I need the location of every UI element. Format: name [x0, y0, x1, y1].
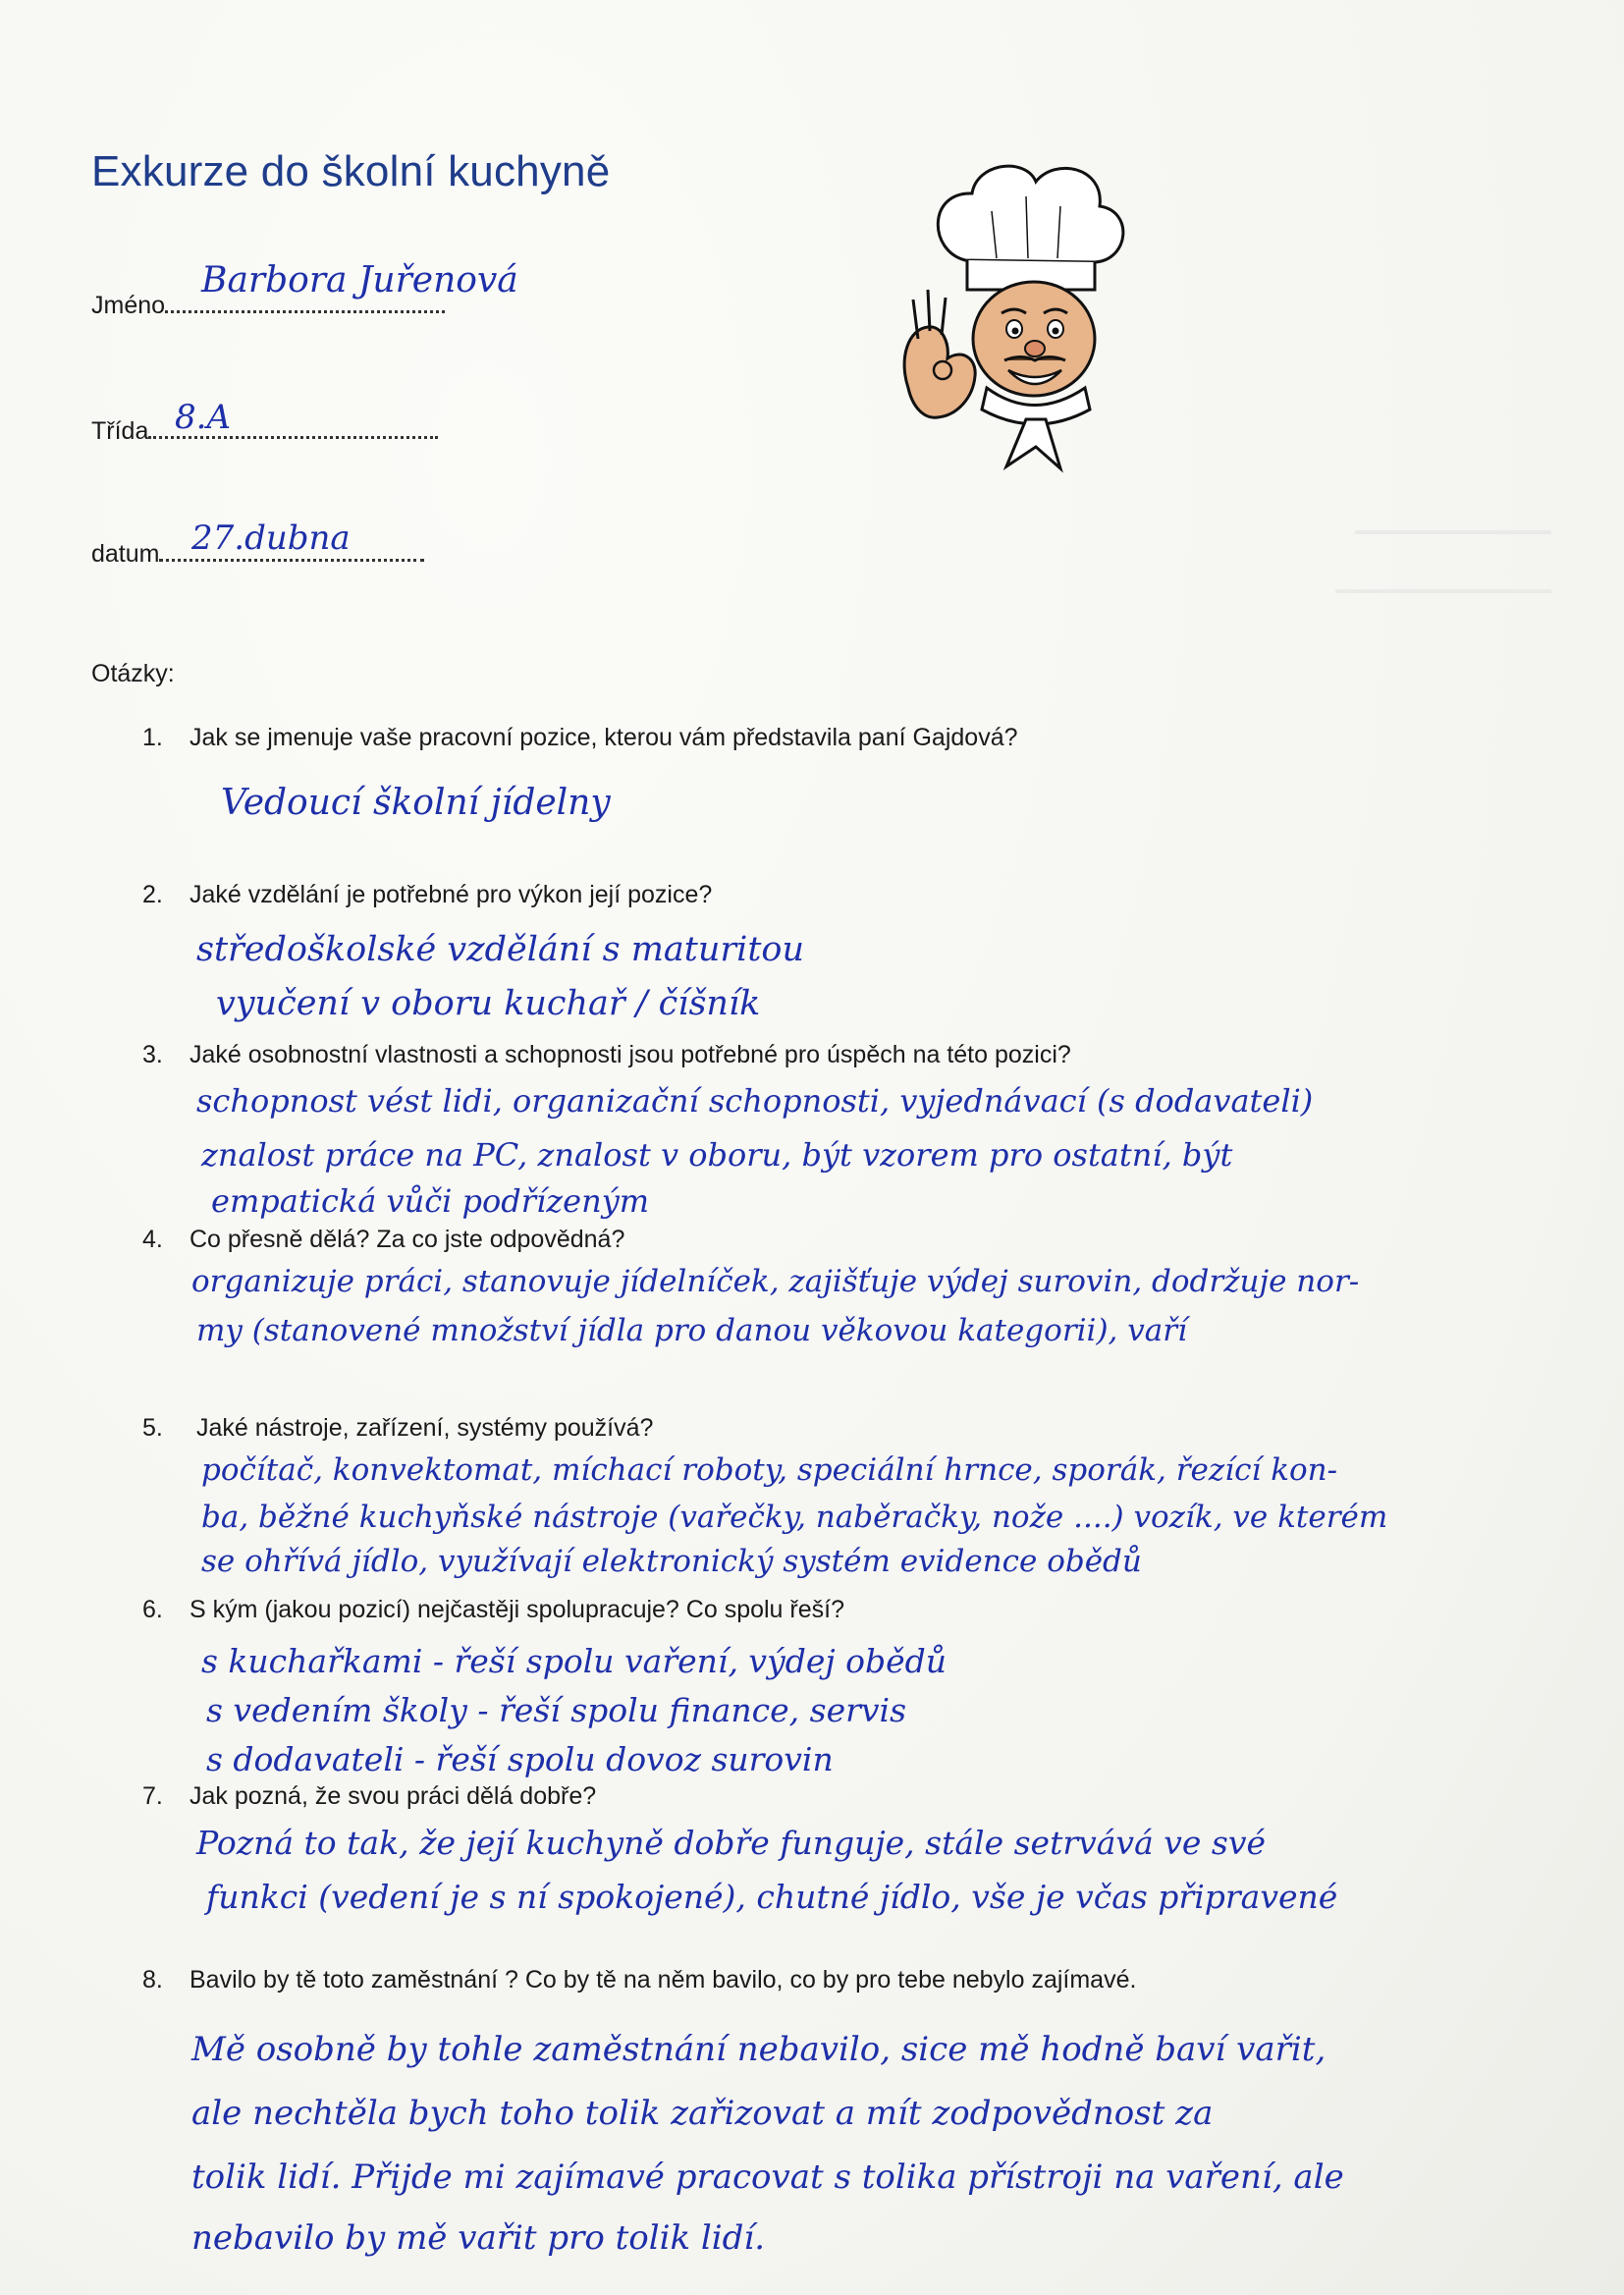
answer-line: empatická vůči podřízeným	[211, 1182, 650, 1220]
question-text: Jaké nástroje, zařízení, systémy používá?	[189, 1414, 654, 1442]
answer-line: ba, běžné kuchyňské nástroje (vařečky, naběračky, nože ....) vozík, ve kterém	[201, 1500, 1388, 1535]
answer-line: znalost práce na PC, znalost v oboru, být vzorem pro ostatní, být	[201, 1136, 1233, 1174]
answer-line: ale nechtěla bych toho tolik zařizovat a mít zodpovědnost za	[191, 2094, 1214, 2133]
answer-line: s kuchařkami - řeší spolu vaření, výdej obědů	[201, 1642, 947, 1680]
answer-line: s dodavateli - řeší spolu dovoz surovin	[206, 1740, 834, 1778]
name-dotted-line	[165, 310, 445, 313]
name-label: Jméno	[91, 292, 166, 319]
answer-line: Vedoucí školní jídelny	[221, 783, 611, 823]
question-text: S kým (jakou pozicí) nejčastěji spolupracuje? Co spolu řeší?	[189, 1596, 844, 1623]
answer-line: Pozná to tak, že její kuchyně dobře funguje, stále setrvává ve své	[196, 1824, 1266, 1862]
questions-label: Otázky:	[91, 660, 175, 687]
question-number: 4.	[142, 1226, 163, 1253]
answer-line: nebavilo by mě vařit pro tolik lidí.	[191, 2218, 766, 2258]
question-number: 8.	[142, 1966, 163, 1994]
date-dotted-line	[159, 559, 424, 562]
question-1	[142, 724, 1018, 752]
question-2	[142, 881, 712, 909]
question-number: 6.	[142, 1596, 163, 1623]
question-6	[142, 1596, 844, 1624]
answer-line: se ohřívá jídlo, využívají elektronický systém evidence obědů	[201, 1544, 1142, 1579]
page-title: Exkurze do školní kuchyně	[91, 147, 611, 195]
question-text: Jak se jmenuje vaše pracovní pozice, kterou vám představila paní Gajdová?	[189, 724, 1018, 751]
question-4	[142, 1226, 624, 1254]
question-text: Jaké osobnostní vlastnosti a schopnosti jsou potřebné pro úspěch na této pozici?	[189, 1041, 1071, 1068]
answer-line: středoškolské vzdělání s maturitou	[196, 930, 804, 969]
answer-line: funkci (vedení je s ní spokojené), chutné jídlo, vše je včas připravené	[206, 1878, 1338, 1916]
answer-line: tolik lidí. Přijde mi zajímavé pracovat s tolika přístroji na vaření, ale	[191, 2158, 1344, 2197]
answer-line: organizuje práci, stanovuje jídelníček, zajišťuje výdej surovin, dodržuje nor-	[191, 1264, 1360, 1299]
chef-illustration	[889, 152, 1164, 476]
question-text: Jak pozná, že svou práci dělá dobře?	[189, 1782, 597, 1810]
question-text: Bavilo by tě toto zaměstnání ? Co by tě na něm bavilo, co by pro tebe nebylo zajímavé.	[189, 1966, 1137, 1994]
answer-line: s vedením školy - řeší spolu finance, servis	[206, 1691, 907, 1729]
question-3	[142, 1041, 1071, 1069]
question-number: 7.	[142, 1782, 163, 1810]
date-value: 27.dubna	[191, 519, 351, 558]
answer-line: počítač, konvektomat, míchací roboty, speciální hrnce, sporák, řezící kon-	[201, 1452, 1338, 1488]
date-label: datum	[91, 540, 160, 568]
answer-line: my (stanovené množství jídla pro danou věkovou kategorii), vaří	[196, 1313, 1187, 1348]
question-8	[142, 1966, 1136, 1994]
class-field	[91, 417, 438, 446]
question-number: 2.	[142, 881, 163, 908]
class-value: 8.A	[175, 398, 231, 437]
question-text: Jaké vzdělání je potřebné pro výkon její pozice?	[189, 881, 713, 908]
question-number: 1.	[142, 724, 163, 751]
bleed-through-decoration	[1335, 589, 1551, 593]
bleed-through-decoration	[1355, 530, 1551, 534]
answer-line: schopnost vést lidi, organizační schopnosti, vyjednávací (s dodavateli)	[196, 1082, 1314, 1120]
question-text: Co přesně dělá? Za co jste odpovědná?	[189, 1226, 625, 1253]
question-number: 5.	[142, 1414, 163, 1442]
question-number: 3.	[142, 1041, 163, 1068]
answer-line: vyučení v oboru kuchař / číšník	[216, 984, 761, 1023]
class-label: Třída	[91, 417, 149, 445]
question-7	[142, 1782, 596, 1811]
question-5	[142, 1414, 653, 1443]
name-value: Barbora Juřenová	[201, 260, 518, 301]
answer-line: Mě osobně by tohle zaměstnání nebavilo, sice mě hodně baví vařit,	[191, 2030, 1326, 2069]
